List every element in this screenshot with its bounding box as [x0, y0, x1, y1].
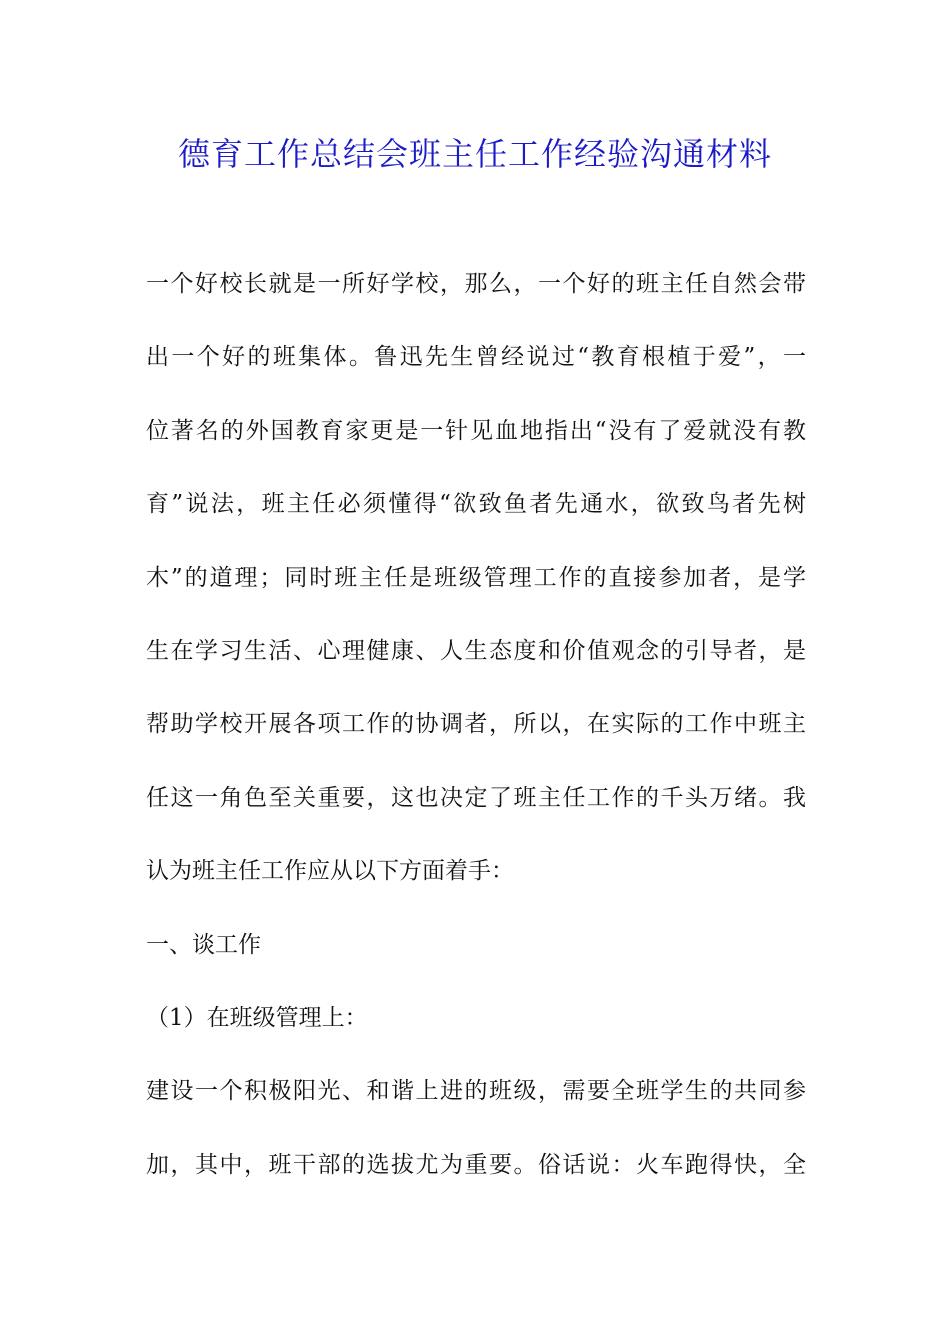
body-line: 建设一个积极阳光、和谐上进的班级，需要全班学生的共同参 [146, 1078, 806, 1105]
body-line: 任这一角色至关重要，这也决定了班主任工作的千头万绪。我 [146, 784, 806, 811]
document-body [146, 262, 806, 1216]
subsection-heading: （1）在班级管理上： [146, 1004, 368, 1031]
body-line: 位著名的外国教育家更是一针见血地指出“没有了爱就没有教 [146, 417, 806, 444]
body-line: 一个好校长就是一所好学校，那么，一个好的班主任自然会带 [146, 271, 806, 297]
body-line: 木”的道理；同时班主任是班级管理工作的直接参加者，是学 [146, 564, 806, 591]
body-line: 认为班主任工作应从以下方面着手： [146, 858, 514, 885]
body-line: 出一个好的班集体。鲁迅先生曾经说过“教育根植于爱”，一 [146, 344, 806, 371]
document-title: 德育工作总结会班主任工作经验沟通材料 [177, 135, 772, 173]
body-line: 加，其中，班干部的选拔尤为重要。俗话说：火车跑得快，全 [146, 1151, 806, 1178]
body-line: 帮助学校开展各项工作的协调者，所以，在实际的工作中班主 [146, 711, 806, 738]
body-line: 育”说法，班主任必须懂得“欲致鱼者先通水，欲致鸟者先树 [146, 491, 806, 518]
body-line: 生在学习生活、心理健康、人生态度和价值观念的引导者，是 [146, 637, 806, 664]
section-heading: 一、谈工作 [146, 931, 261, 958]
